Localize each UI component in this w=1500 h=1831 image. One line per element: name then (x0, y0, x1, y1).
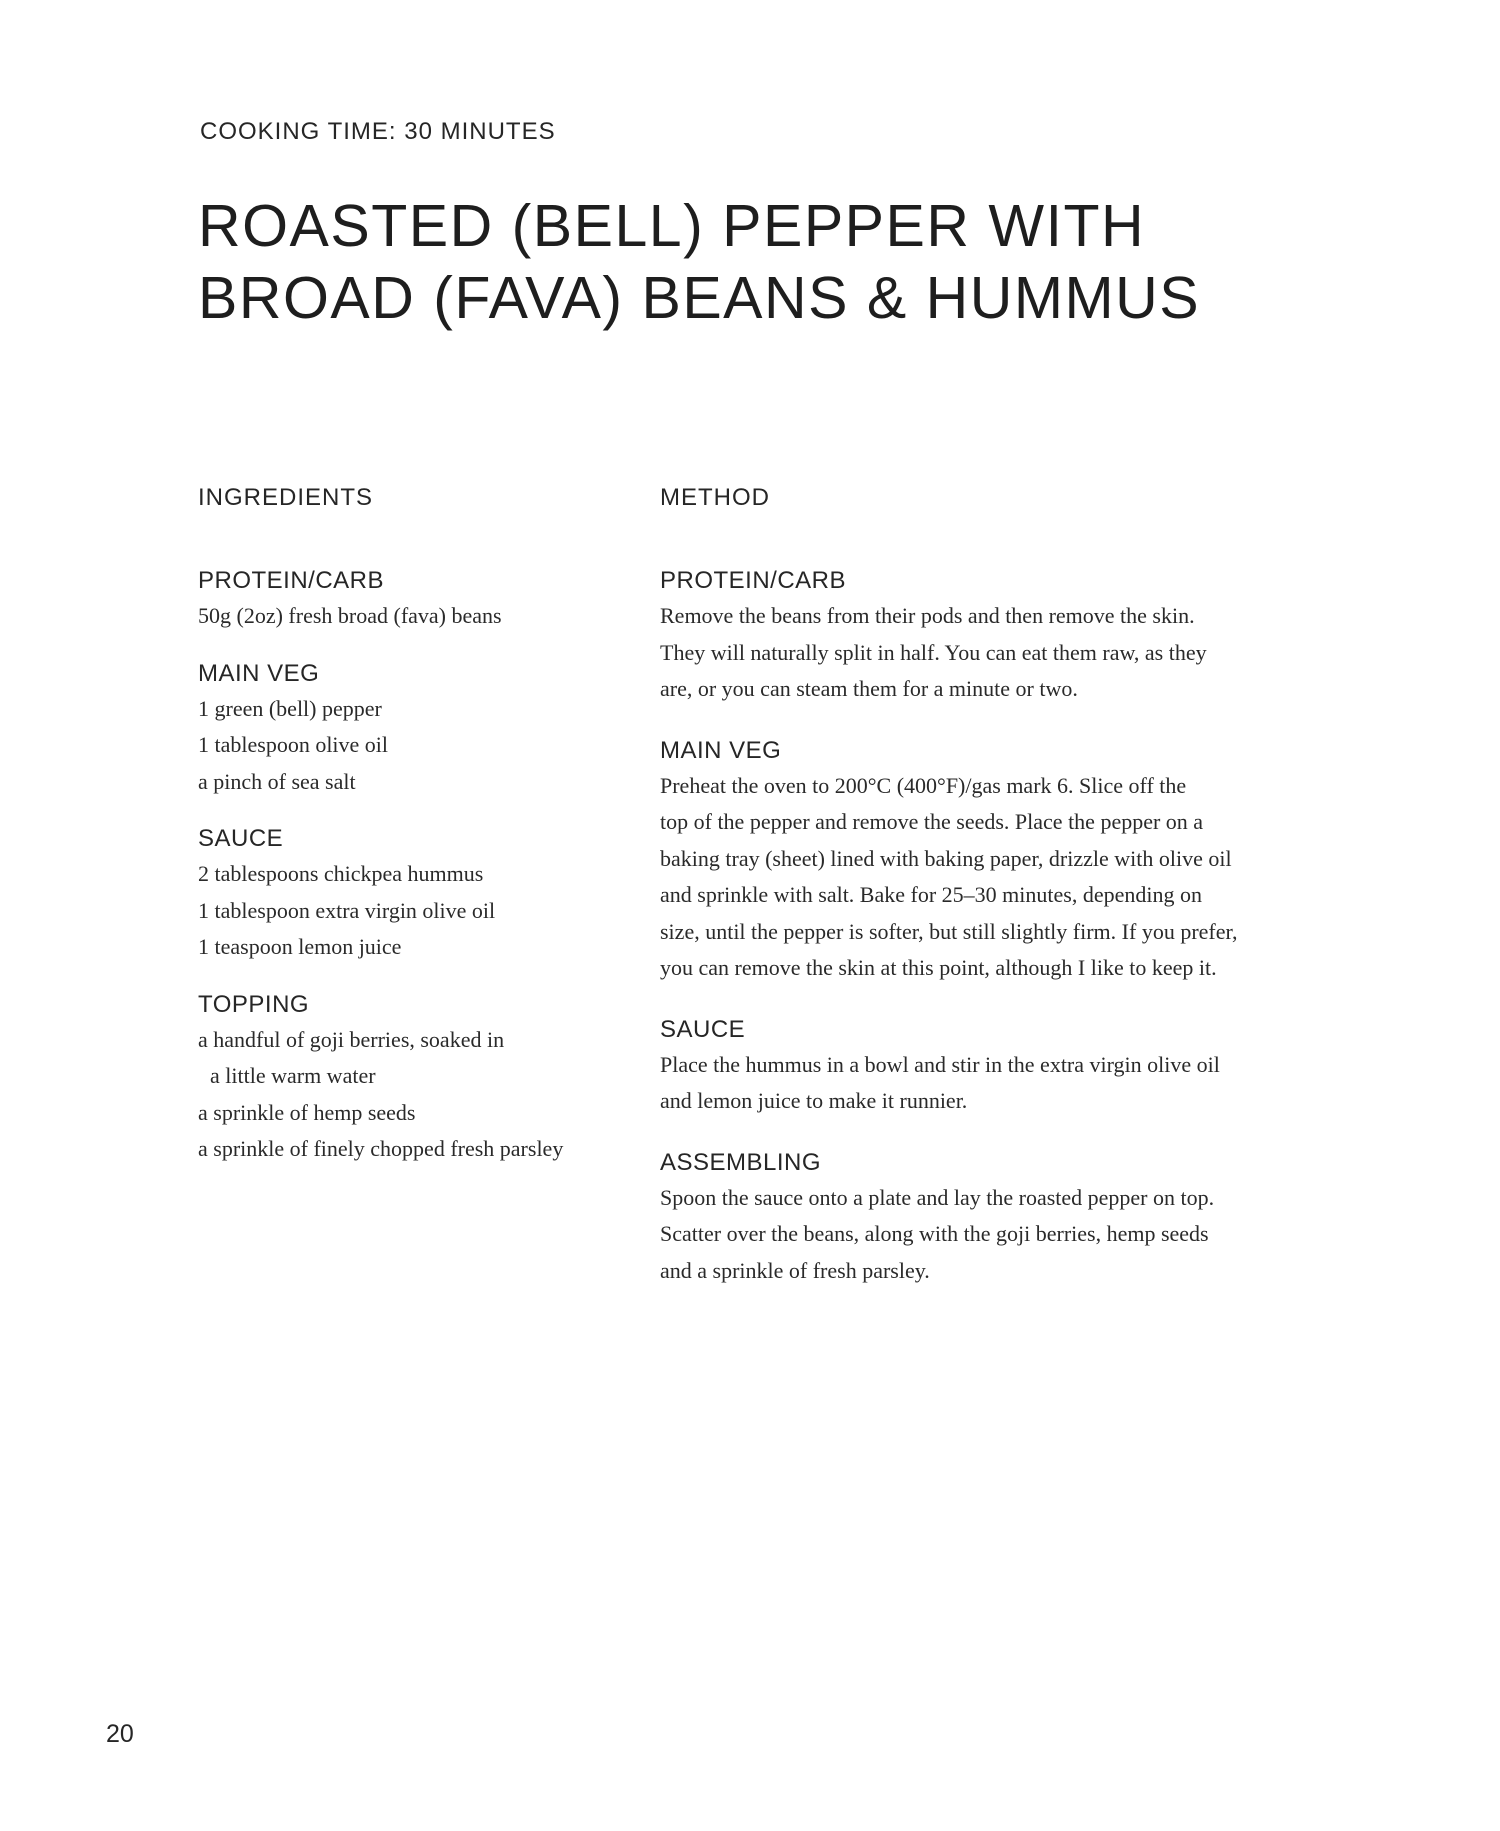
method-paragraph (660, 1180, 1330, 1290)
method-assembling (660, 1148, 1330, 1290)
method-line: top of the pepper and remove the seeds. Place the pepper on a (660, 809, 1204, 834)
method-paragraph (660, 598, 1330, 708)
method-line: and a sprinkle of fresh parsley. (660, 1257, 930, 1283)
method-line: Preheat the oven to 200°C (400°F)/gas mark 6. Slice off the (660, 772, 1187, 798)
page-number: 20 (106, 1720, 134, 1748)
method-line: baking tray (sheet) lined with baking paper, drizzle with olive oil (660, 845, 1232, 871)
ingredient-item: 1 green (bell) pepper (198, 695, 382, 721)
title-line-1: ROASTED (BELL) PEPPER WITH (198, 193, 1146, 259)
method-line: Remove the beans from their pods and then remove the skin. (660, 603, 1195, 628)
ingredient-item: a sprinkle of finely chopped fresh parsley (198, 1136, 564, 1161)
ingredient-item: 1 tablespoon olive oil (198, 732, 389, 757)
method-paragraph (660, 1047, 1330, 1120)
section-heading: MAIN VEG (198, 659, 320, 687)
method-main-veg (660, 736, 1330, 987)
ingredients-sauce (198, 824, 628, 966)
method-line: are, or you can steam them for a minute or two. (660, 676, 1078, 701)
ingredients-protein-carb (198, 566, 628, 635)
method-sauce (660, 1015, 1330, 1120)
cooking-time: COOKING TIME: 30 MINUTES (200, 118, 556, 145)
method-line: Scatter over the beans, along with the goji berries, hemp seeds (660, 1221, 1209, 1246)
method-line: Spoon the sauce onto a plate and lay the roasted pepper on top. (660, 1184, 1215, 1210)
section-heading: TOPPING (198, 990, 310, 1018)
title-line-2: BROAD (FAVA) BEANS & HUMMUS (198, 265, 1201, 331)
section-heading: PROTEIN/CARB (660, 567, 847, 594)
method-line: and sprinkle with salt. Bake for 25–30 minutes, depending on (660, 882, 1202, 907)
ingredient-item: a little warm water (210, 1063, 376, 1088)
section-heading: ASSEMBLING (660, 1148, 822, 1176)
ingredients-main-veg (198, 659, 628, 801)
method-line: and lemon juice to make it runnier. (660, 1088, 968, 1113)
ingredients-column (198, 484, 628, 1192)
ingredient-item: 2 tablespoons chickpea hummus (198, 861, 484, 886)
ingredients-topping (198, 990, 628, 1168)
method-line: you can remove the skin at this point, although I like to keep it. (660, 955, 1217, 980)
section-heading: PROTEIN/CARB (198, 567, 385, 594)
ingredient-item: 1 tablespoon extra virgin olive oil (198, 897, 496, 923)
ingredient-item: a handful of goji berries, soaked in (198, 1026, 505, 1052)
ingredient-item: a pinch of sea salt (198, 768, 356, 794)
section-heading: SAUCE (660, 1015, 746, 1043)
method-line: Place the hummus in a bowl and stir in the extra virgin olive oil (660, 1051, 1220, 1077)
page-title (198, 190, 1348, 334)
method-heading: METHOD (660, 484, 770, 511)
method-column (660, 484, 1330, 1317)
ingredient-item: a sprinkle of hemp seeds (198, 1099, 416, 1125)
section-heading: MAIN VEG (660, 736, 782, 764)
ingredient-item: 1 teaspoon lemon juice (198, 934, 402, 959)
ingredient-item: 50g (2oz) fresh broad (fava) beans (198, 603, 502, 628)
method-line: size, until the pepper is softer, but still slightly firm. If you prefer, (660, 918, 1238, 944)
method-protein-carb (660, 566, 1330, 708)
section-heading: SAUCE (198, 825, 284, 852)
method-line: They will naturally split in half. You can eat them raw, as they (660, 639, 1207, 665)
ingredients-heading: INGREDIENTS (198, 484, 374, 511)
method-paragraph (660, 768, 1330, 987)
